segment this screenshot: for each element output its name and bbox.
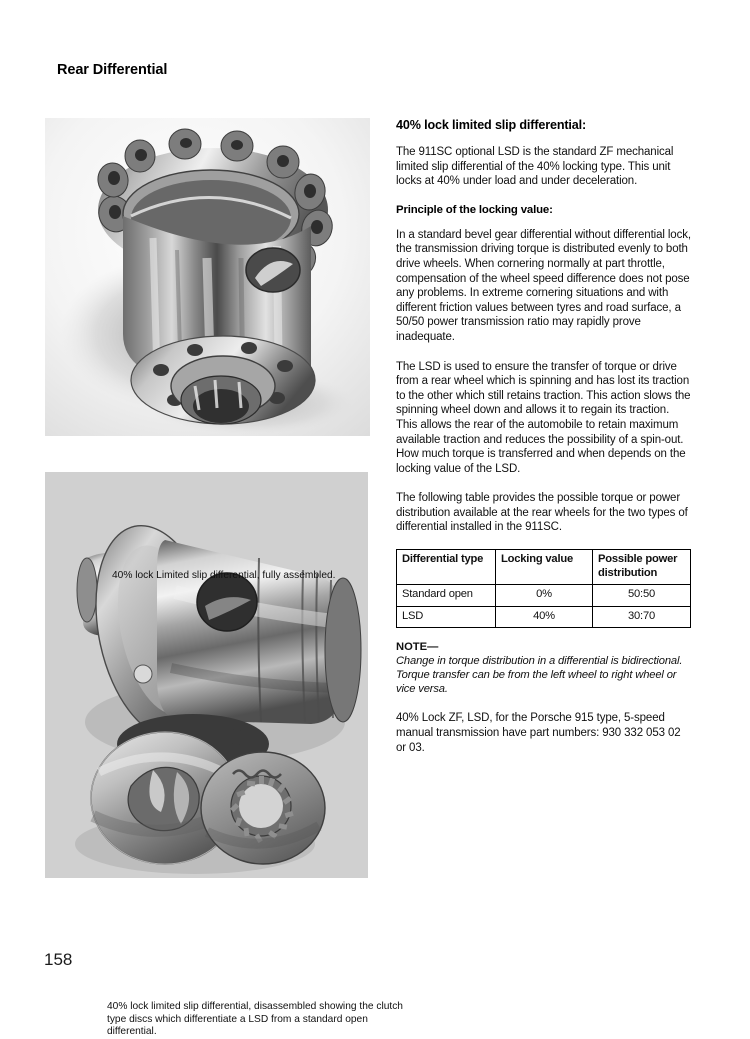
note-label: NOTE— xyxy=(396,641,439,654)
table-row xyxy=(397,585,691,607)
table-intro-paragraph: The following table provides the possible torque or power distribution available at the rear wheels for the two types of differential installed in the 911SC. xyxy=(396,492,688,534)
disassembled-photo-caption: 40% lock limited slip differential, disassembled showing the clutch type discs which differentiate a LSD from a standard open differential. xyxy=(107,1001,403,1038)
intro-paragraph: The 911SC optional LSD is the standard ZF mechanical limited slip differential of the 40% locking type. This unit locks at 40% under load and under deceleration. xyxy=(396,146,674,188)
lsd-paragraph: The LSD is used to ensure the transfer of torque or drive from a rear wheel which is spinning and has lost its traction to the other which still retains traction. This action slows the spinning wheel down and allows it to regain its traction. This allows the rear of the automobile to retain maximum available traction and reduces the possibility of a spin-out. How much torque is transferred and when depends on the locking value of the LSD. xyxy=(396,360,691,475)
cell-power-distribution: 50:50 xyxy=(593,585,691,607)
assembled-lsd-photo xyxy=(45,118,370,436)
note-body: Change in torque distribution in a differential is bidirectional. Torque transfer can be from the left wheel to right wheel or vice versa. xyxy=(396,655,683,696)
cell-locking-value: 0% xyxy=(496,585,593,607)
principle-heading: Principle of the locking value: xyxy=(396,203,553,216)
table-row xyxy=(397,606,691,628)
article-title: 40% lock limited slip differential: xyxy=(396,118,587,132)
table-header-type: Differential type xyxy=(397,550,496,585)
principle-paragraph: In a standard bevel gear differential without differential lock, the transmission driving torque is distributed evenly to both drive wheels. When cornering normally at part throttle, compensation of the wheel speed difference does not pose any problems. In extreme cornering situations and with different friction values between tyres and road surface, a 50/50 power transmission ratio may rapidly prove inadequate. xyxy=(396,228,691,343)
cell-type: LSD xyxy=(397,606,496,628)
disassembled-lsd-photo xyxy=(45,472,368,878)
cell-locking-value: 40% xyxy=(496,606,593,628)
table-header-locking-value: Locking value xyxy=(496,550,593,585)
table-header-row xyxy=(397,550,691,585)
table-header-power-distribution: Possible power distribution xyxy=(593,550,691,585)
torque-distribution-table xyxy=(396,549,691,628)
part-numbers-paragraph: 40% Lock ZF, LSD, for the Porsche 915 type, 5-speed manual transmission have part numbers: 930 332 053 02 or 03. xyxy=(396,712,681,754)
assembled-photo-caption: 40% lock Limited slip differential, fully assembled. xyxy=(112,570,336,581)
article-column xyxy=(396,118,693,755)
cell-power-distribution: 30:70 xyxy=(593,606,691,628)
page-title: Rear Differential xyxy=(57,62,168,78)
cell-type: Standard open xyxy=(397,585,496,607)
page-number: 158 xyxy=(44,950,73,969)
